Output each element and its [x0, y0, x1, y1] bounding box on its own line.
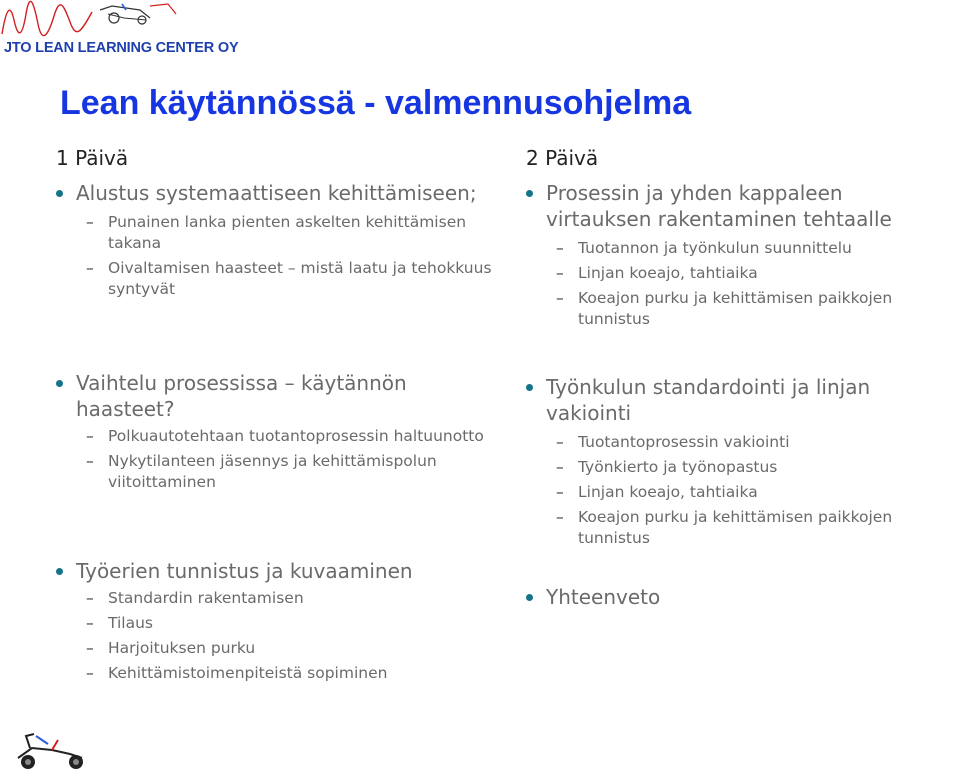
day2-section-2 — [526, 374, 946, 549]
bullet-item: Työnkulun standardointi ja linjan vakiointi — [526, 374, 946, 426]
kart-logo — [8, 728, 96, 772]
sub-item: – Linjan koeajo, tahtiaika — [526, 482, 946, 503]
sub-item: – Punainen lanka pienten askelten kehittämisen takana — [56, 212, 496, 254]
sub-item: – Koeajon purku ja kehittämisen paikkojen tunnistus — [526, 507, 946, 549]
day1-section-3 — [56, 558, 506, 684]
sub-item: – Tuotannon ja työnkulun suunnittelu — [526, 238, 946, 259]
day1-heading: 1 Päivä — [56, 146, 129, 170]
sub-item: – Linjan koeajo, tahtiaika — [526, 263, 946, 284]
bullet-item: Alustus systemaattiseen kehittämiseen; — [56, 180, 496, 206]
kart-sketch-logo — [0, 0, 185, 40]
company-name: JTO LEAN LEARNING CENTER OY — [4, 40, 239, 56]
sub-item: – Työnkierto ja työnopastus — [526, 457, 946, 478]
day1-section-1 — [56, 180, 496, 300]
sub-item: – Koeajon purku ja kehittämisen paikkojen tunnistus — [526, 288, 946, 330]
sub-item: – Oivaltamisen haasteet – mistä laatu ja tehokkuus syntyvät — [56, 258, 496, 300]
sub-item: – Nykytilanteen jäsennys ja kehittämispolun viitoittaminen — [56, 451, 506, 493]
day2-section-1 — [526, 180, 946, 330]
bullet-item: Työerien tunnistus ja kuvaaminen — [56, 558, 506, 584]
day2-section-3 — [526, 584, 946, 610]
sub-item: – Tuotantoprosessin vakiointi — [526, 432, 946, 453]
sub-item: – Harjoituksen purku — [56, 638, 506, 659]
sub-item: – Kehittämistoimenpiteistä sopiminen — [56, 663, 506, 684]
day1-section-2 — [56, 370, 506, 493]
bullet-item: Prosessin ja yhden kappaleen virtauksen rakentaminen tehtaalle — [526, 180, 946, 232]
day2-heading: 2 Päivä — [526, 146, 599, 170]
bullet-item: Yhteenveto — [526, 584, 946, 610]
bullet-item: Vaihtelu prosessissa – käytännön haasteet? — [56, 370, 506, 422]
sub-item: – Tilaus — [56, 613, 506, 634]
sub-item: – Polkuautotehtaan tuotantoprosessin haltuunotto — [56, 426, 506, 447]
page-title: Lean käytännössä - valmennusohjelma — [60, 84, 692, 122]
sub-item: – Standardin rakentamisen — [56, 588, 506, 609]
